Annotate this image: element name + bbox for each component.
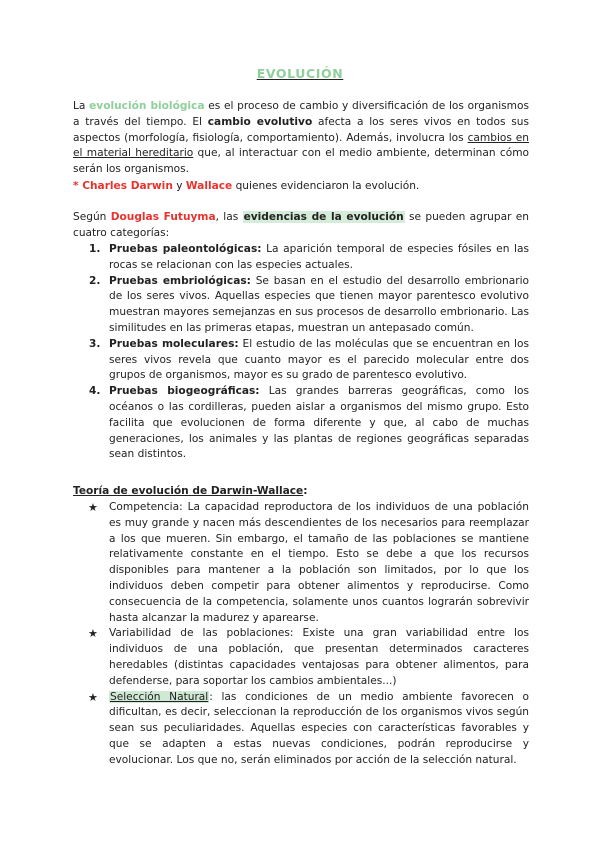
- list-item: 4. Pruebas biogeográficas: Las grandes barreras geográficas, como los océanos o las cordilleras, pueden aislar a organismos del mismo grupo. Esto facilita que evolucionen de forma diferente y que, al cabo de muchas generaciones, los animales y las plantas de regiones geográficas separadas sean distintos.: [89, 385, 530, 461]
- darwin-wallace-line: * Charles Darwin y Wallace quienes evidenciaron la evolución.: [73, 180, 420, 192]
- evidence-intro: Según Douglas Futuyma, las evidencias de la evolución se pueden agrupar en cuatro categorías:: [73, 211, 530, 239]
- list-item: ★ Selección Natural: las condiciones de un medio ambiente favorecen o dificultan, es decir, seleccionan la reproducción de los organismos vivos según sean sus peculiaridades. Aquellas especies con características favorables y que se adapten a estas nuevas condiciones, podrán reproducirse y evolucionar. Los que no, serán eliminados por acción de la selección natural.: [88, 690, 530, 766]
- list-item: 2. Pruebas embriológicas: Se basan en el estudio del desarrollo embrionario de los seres vivos. Aquellas especies que tienen mayor parentesco evolutivo muestran mayores semejanzas en sus procesos de desarrollo embrionario. Las similitudes en las primeras etapas, muestran un antepasado común.: [89, 274, 530, 334]
- highlight-seleccion-natural: Selección Natural: [110, 690, 209, 703]
- list-item: ★ Competencia: La capacidad reproductora de los individuos de una población es muy grande y nacen más descendientes de los necesarios para reemplazar a los que mueren. Sin embargo, el tamaño de las poblaciones se mantiene relativamente constante en el tiempo. Esto se debe a que los recursos disponibles para mantener a la población son limitados, por lo que los individuos deben competir para obtener alimentos y reproducirse. Como consecuencia de la competencia, solamente unos cuantos lograrán sobrevivir hasta alcanzar la madurez y aparearse.: [88, 501, 529, 624]
- star-icon: ★: [88, 627, 98, 641]
- list-item: ★ Variabilidad de las poblaciones: Existe una gran variabilidad entre los individuos de una población, que presentan determinados caracteres heredables (distintas capacidades ventajosas para obtener alimentos, para defenderse, para soportar los cambios ambientales...): [88, 627, 529, 687]
- term-material-hereditario: cambios en el material hereditario: [73, 131, 529, 160]
- theory-list: [73, 500, 529, 769]
- intro-paragraph: La evolución biológica es el proceso de cambio y diversificación de los organismos a través del tiempo. El cambio evolutivo afecta a los seres vivos en todos sus aspectos (morfología, fisiología, comportamiento). Además, involucra los cambios en el material hereditario que, al interactuar con el medio ambiente, determinan cómo serán los organismos.: [73, 100, 530, 176]
- term-evolucion-biologica: evolución biológica: [89, 100, 205, 112]
- star-icon: ★: [88, 501, 98, 514]
- theory-heading: Teoría de evolución de Darwin-Wallace:: [73, 485, 308, 497]
- list-item: 3. Pruebas moleculares: El estudio de las moléculas que se encuentran en los seres vivos revela que cuanto mayor es el parecido molecular entre dos grupos de organismos, mayor es su grado de parentesco evolutivo.: [89, 337, 529, 382]
- evidence-list: [73, 242, 529, 463]
- star-icon: ★: [88, 690, 98, 704]
- term-cambio-evolutivo: cambio evolutivo: [207, 115, 313, 128]
- page-title: EVOLUCIÓN: [256, 66, 344, 81]
- list-item: 1. Pruebas paleontológicas: La aparición temporal de especies fósiles en las rocas se relacionan con las especies actuales.: [89, 243, 529, 271]
- highlight-evidencias: evidencias de la evolución: [243, 211, 404, 223]
